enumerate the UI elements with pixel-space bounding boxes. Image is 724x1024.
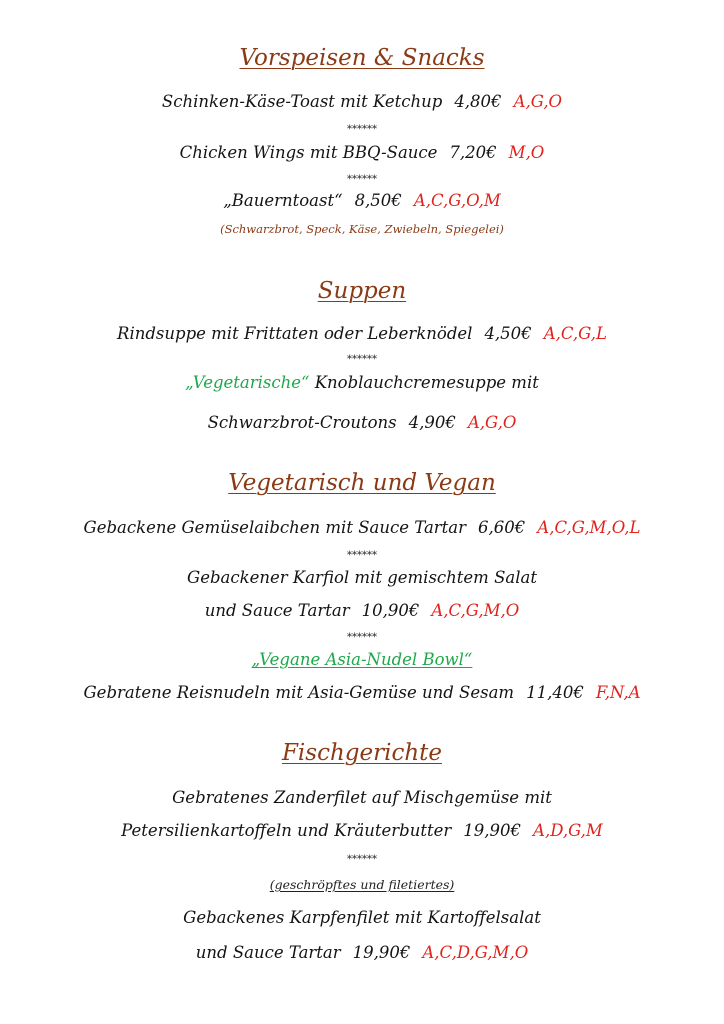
item-allergens: M,O (508, 143, 545, 162)
menu-item-chicken-wings (0, 145, 724, 162)
item-price: 8,50€ (354, 191, 402, 210)
item-price: 19,90€ (352, 943, 411, 962)
section-title-vegetarisch-vegan: Vegetarisch und Vegan (228, 470, 496, 496)
separator: ****** (347, 354, 377, 365)
item-allergens: A,D,G,M (533, 821, 603, 840)
separator: ****** (347, 174, 377, 185)
menu-item-karpfenfilet (0, 910, 724, 927)
menu-item-zanderfilet (0, 790, 724, 807)
menu-item-reisnudeln (0, 685, 724, 702)
section-title-suppen: Suppen (317, 278, 407, 304)
menu-item-gemueselaibchen (0, 520, 724, 537)
item-name-line2: und Sauce Tartar (195, 943, 341, 962)
item-price: 4,90€ (408, 413, 456, 432)
item-name-line1: Knoblauchcremesuppe mit (314, 373, 539, 392)
item-name: Rindsuppe mit Frittaten oder Leberknödel (117, 324, 473, 343)
vegan-label-text: „Vegane Asia-Nudel Bowl“ (251, 650, 473, 669)
item-price: 4,80€ (454, 92, 502, 111)
item-price: 19,90€ (463, 821, 522, 840)
item-allergens: F,N,A (595, 683, 641, 702)
item-price: 7,20€ (449, 143, 497, 162)
vegan-label (0, 652, 724, 669)
section-title-vorspeisen: Vorspeisen & Snacks (239, 45, 485, 71)
item-name: Schinken-Käse-Toast mit Ketchup (161, 92, 443, 111)
item-name-line1: Gebackenes Karpfenfilet mit Kartoffelsalat (183, 908, 541, 927)
item-allergens: A,G,O (513, 92, 563, 111)
item-name-line1: Gebackener Karfiol mit gemischtem Salat (187, 568, 537, 587)
separator: ****** (347, 632, 377, 643)
menu-item-knoblauchcremesuppe-cont (0, 415, 724, 432)
menu-item-karpfenfilet-cont (0, 945, 724, 962)
section-title-fischgerichte: Fischgerichte (281, 740, 443, 766)
separator: ****** (347, 550, 377, 561)
item-allergens: A,C,G,M,O,L (537, 518, 641, 537)
item-name-line2: Petersilienkartoffeln und Kräuterbutter (121, 821, 452, 840)
menu-item-schinken-kaese-toast (0, 94, 724, 111)
item-allergens: A,C,D,G,M,O (422, 943, 529, 962)
separator: ****** (347, 124, 377, 135)
item-allergens: A,C,G,M,O (431, 601, 520, 620)
item-name: Chicken Wings mit BBQ-Sauce (179, 143, 438, 162)
item-name: „Bauerntoast“ (223, 191, 343, 210)
item-description: (Schwarzbrot, Speck, Käse, Zwiebeln, Spiegelei) (220, 222, 504, 236)
item-price: 10,90€ (361, 601, 420, 620)
item-name-line1: Gebratenes Zanderfilet auf Mischgemüse mit (172, 788, 552, 807)
item-allergens: A,C,G,O,M (413, 191, 501, 210)
item-allergens: A,G,O (467, 413, 517, 432)
item-name-line2: und Sauce Tartar (204, 601, 350, 620)
menu-item-rindsuppe (0, 326, 724, 343)
menu-item-zanderfilet-cont (0, 823, 724, 840)
menu-item-knoblauchcremesuppe (0, 375, 724, 392)
menu-item-bauerntoast (0, 193, 724, 210)
vegetarian-label: „Vegetarische“ (185, 373, 310, 392)
item-allergens: A,C,G,L (543, 324, 607, 343)
item-note: (geschröpftes und filetiertes) (269, 877, 455, 892)
item-price: 4,50€ (484, 324, 532, 343)
item-name: Gebratene Reisnudeln mit Asia-Gemüse und Sesam (83, 683, 515, 702)
menu-item-karfiol-cont (0, 603, 724, 620)
item-price: 11,40€ (526, 683, 584, 702)
item-name-line2: Schwarzbrot-Croutons (207, 413, 397, 432)
separator: ****** (347, 854, 377, 865)
menu-item-karfiol (0, 570, 724, 587)
item-price: 6,60€ (478, 518, 526, 537)
item-name: Gebackene Gemüselaibchen mit Sauce Tartar (83, 518, 467, 537)
